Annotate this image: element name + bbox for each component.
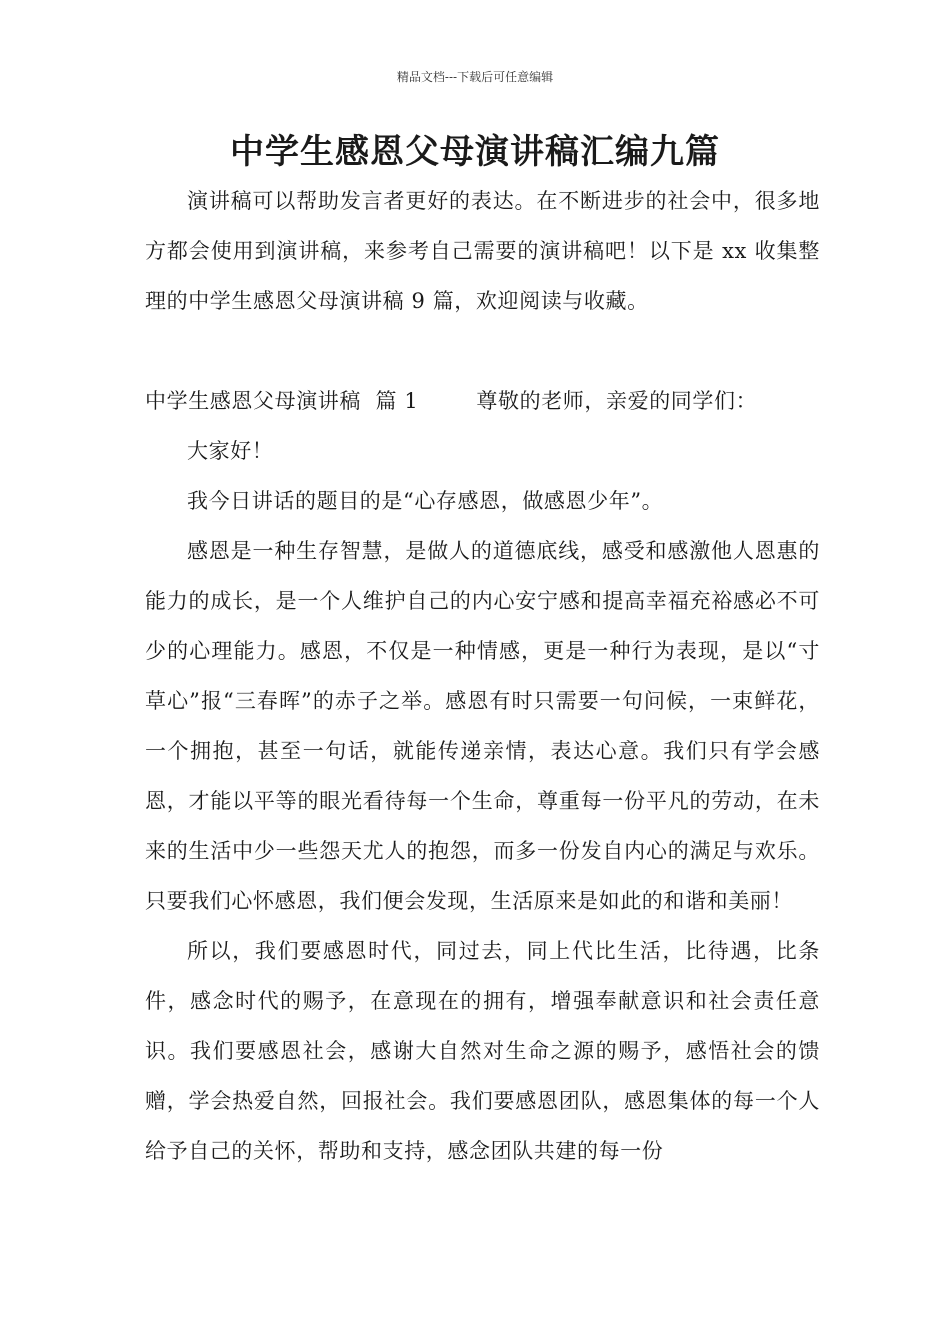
paragraph-spacer — [145, 326, 820, 376]
greeting-paragraph: 大家好！ — [187, 439, 274, 463]
body-paragraph-1: 感恩是一种生存智慧，是做人的道德底线，感受和感激他人恩惠的能力的成长，是一个人维护自己的内心安宁感和提高幸福充裕感必不可少的心理能力。感恩，不仅是一种情感，更是一种行为表现，是以“寸草心”报“三春晖”的赤子之举。感恩有时只需要一句问候，一束鲜花，一个拥抱，甚至一句话，就能传递亲情，表达心意。我们只有学会感恩，才能以平等的眼光看待每一个生命，尊重每一份平凡的劳动，在未来的生活中少一些怨天尤人的抱怨，而多一份发自内心的满足与欢乐。只要我们心怀感恩，我们便会发现，生活原来是如此的和谐和美丽！ — [145, 539, 820, 913]
body-paragraph-2: 所以，我们要感恩时代，同过去，同上代比生活，比待遇，比条件，感念时代的赐予，在意现在的拥有，增强奉献意识和社会责任意识。我们要感恩社会，感谢大自然对生命之源的赐予，感悟社会的馈赠，学会热爱自然，回报社会。我们要感恩团队，感恩集体的每一个人给予自己的关怀，帮助和支持，感念团队共建的每一份 — [145, 939, 820, 1163]
document-title: 中学生感恩父母演讲稿汇编九篇 — [230, 132, 720, 172]
section-heading-line — [145, 376, 820, 426]
section-heading: 中学生感恩父母演讲稿 篇 1 — [145, 389, 419, 413]
salutation: 尊敬的老师，亲爱的同学们： — [476, 389, 758, 413]
header-note: 精品文档---下载后可任意编辑 — [396, 70, 554, 84]
intro-paragraph: 演讲稿可以帮助发言者更好的表达。在不断进步的社会中，很多地方都会使用到演讲稿，来参考自己需要的演讲稿吧！以下是 xx 收集整理的中学生感恩父母演讲稿 9 篇，欢迎阅读与收藏。 — [145, 189, 820, 313]
topic-paragraph: 我今日讲话的题目的是“心存感恩，做感恩少年”。 — [187, 489, 664, 513]
document-body — [145, 176, 820, 1176]
